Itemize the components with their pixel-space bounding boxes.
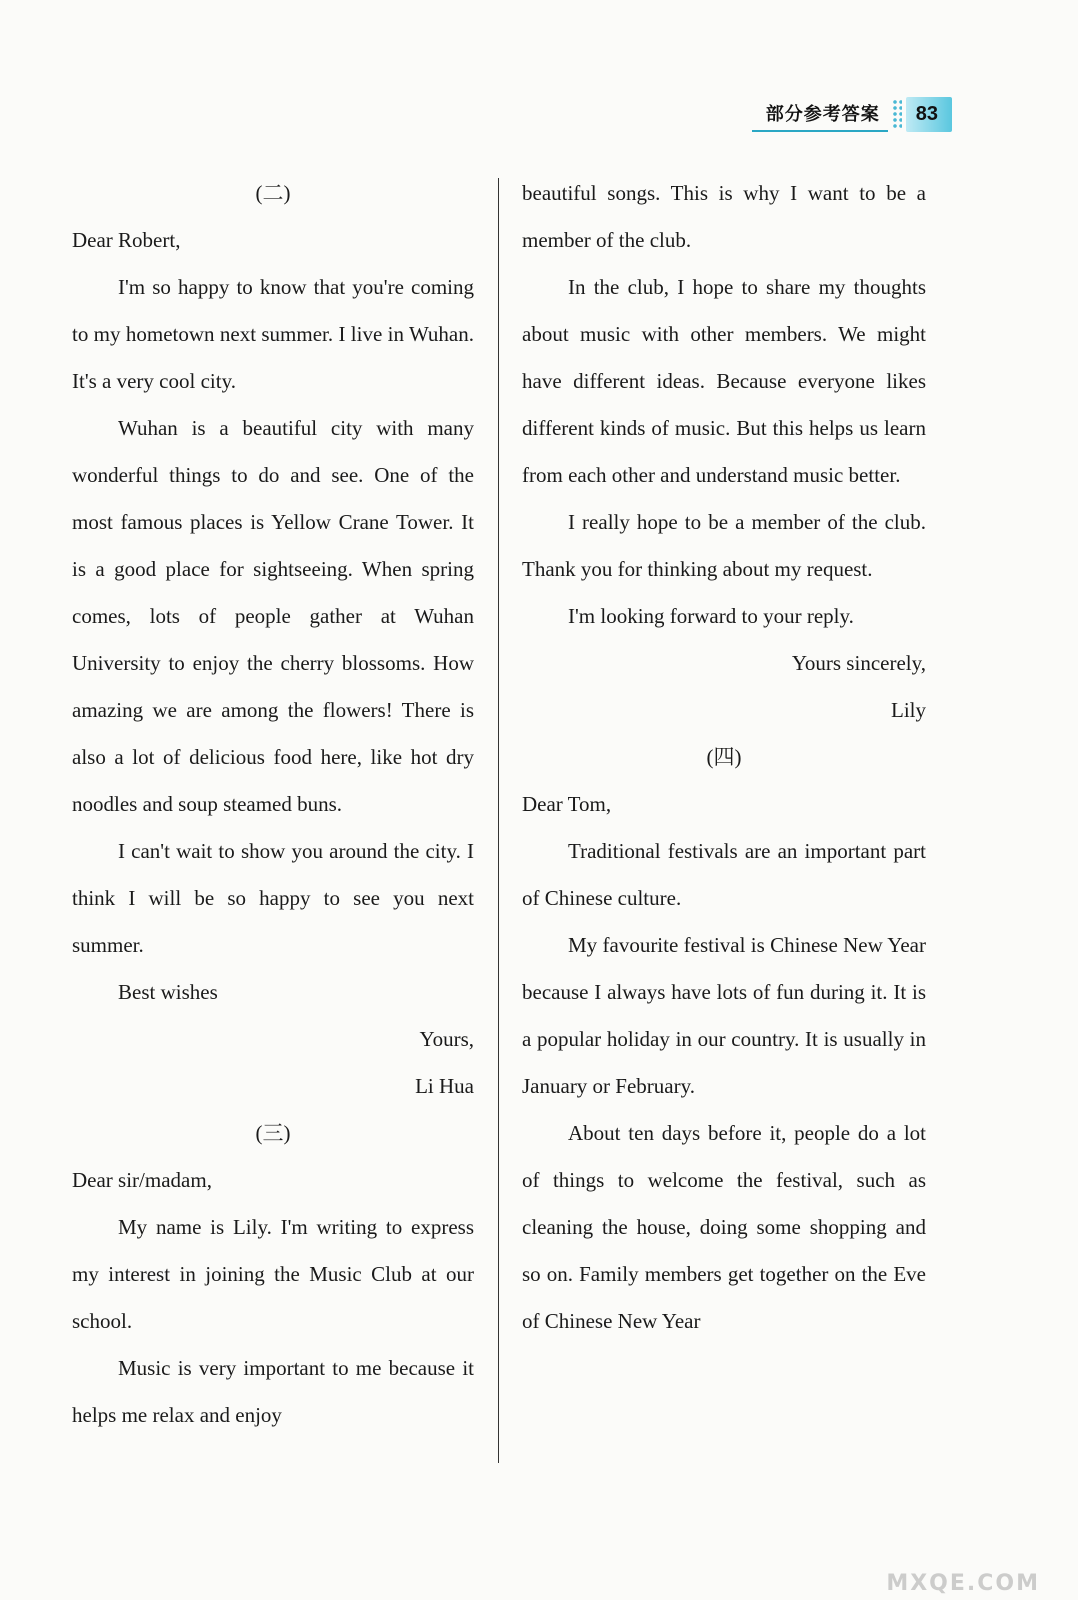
left-column <box>72 170 474 1439</box>
paragraph: I'm so happy to know that you're coming to my hometown next summer. I live in Wuhan. It's a very cool city. <box>72 275 474 393</box>
section-heading-3: (三) <box>255 1121 291 1145</box>
column-divider <box>498 178 499 1463</box>
page-number: 83 <box>906 97 952 132</box>
paragraph: My name is Lily. I'm writing to express my interest in joining the Music Club at our school. <box>72 1215 474 1333</box>
page-header <box>752 94 952 134</box>
paragraph: Traditional festivals are an important part of Chinese culture. <box>522 839 926 910</box>
watermark-logo <box>840 1526 1040 1596</box>
header-title: 部分参考答案 <box>752 96 888 132</box>
salutation: Dear sir/madam, <box>72 1168 212 1192</box>
paragraph: My favourite festival is Chinese New Year because I always have lots of fun during it. It is a popular holiday in our country. It is usually in January or February. <box>522 933 926 1098</box>
paragraph: In the club, I hope to share my thoughts about music with other members. We might have different ideas. Because everyone likes different kinds of music. But this helps us learn from each other and understand music better. <box>522 275 926 487</box>
paragraph: Music is very important to me because it helps me relax and enjoy <box>72 1356 474 1427</box>
paragraph: I'm looking forward to your reply. <box>568 604 854 628</box>
section-heading-2: (二) <box>255 181 291 205</box>
sign-off: Yours, <box>419 1027 474 1051</box>
watermark-text: MXQE.COM <box>886 1571 1040 1596</box>
signature: Li Hua <box>415 1074 474 1098</box>
paragraph-continued: beautiful songs. This is why I want to be a member of the club. <box>522 181 926 252</box>
paragraph: I really hope to be a member of the club. Thank you for thinking about my request. <box>522 510 926 581</box>
section-heading-4: (四) <box>706 745 742 769</box>
signature: Lily <box>891 698 926 722</box>
paragraph: About ten days before it, people do a lot of things to welcome the festival, such as cleaning the house, doing some shopping and so on. Family members get together on the Eve of Chinese New Year <box>522 1121 926 1333</box>
paragraph: I can't wait to show you around the city. I think I will be so happy to see you next summer. <box>72 839 474 957</box>
closing: Best wishes <box>118 980 218 1004</box>
header-dots-decoration <box>892 99 902 129</box>
salutation: Dear Tom, <box>522 792 612 816</box>
right-column <box>522 170 926 1345</box>
salutation: Dear Robert, <box>72 228 181 252</box>
sign-off: Yours sincerely, <box>791 651 926 675</box>
paragraph: Wuhan is a beautiful city with many wonderful things to do and see. One of the most famous places is Yellow Crane Tower. It is a good place for sightseeing. When spring comes, lots of people gather at Wuhan University to enjoy the cherry blossoms. How amazing we are among the flowers! There is also a lot of delicious food here, like hot dry noodles and soup steamed buns. <box>72 416 474 816</box>
